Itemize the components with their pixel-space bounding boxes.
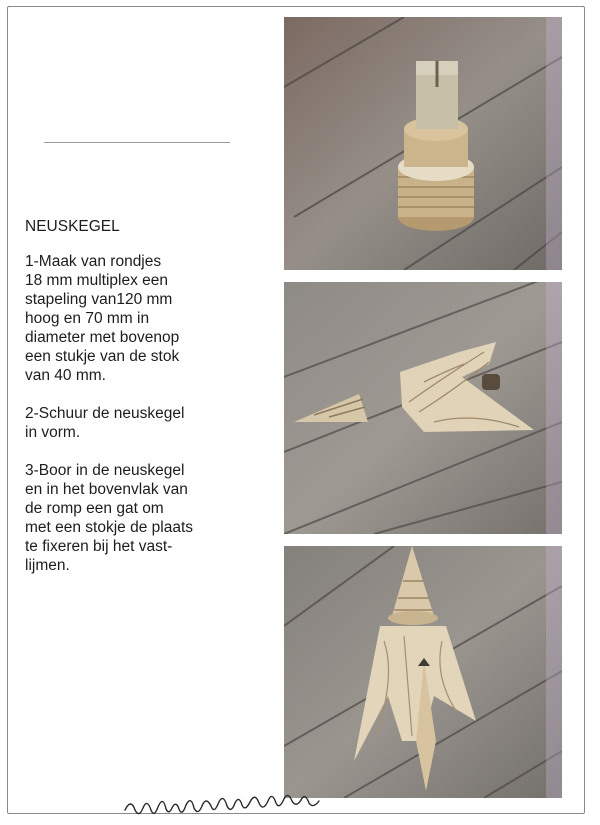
nose-cone-and-body-photo xyxy=(284,282,562,534)
divider-line xyxy=(44,142,230,143)
page-title: NEUSKEGEL xyxy=(25,218,120,235)
step-1: 1-Maak van rondjes 18 mm multiplex een stapeling van120 mm hoog en 70 mm in diameter met bovenop een stukje van de stok van 40 mm. xyxy=(25,253,180,384)
step-3: 3-Boor in de neuskegel en in het bovenvlak van de romp een gat om met een stokje de plaats te fixeren bij het vast- lijmen. xyxy=(25,462,194,574)
stacked-discs-photo xyxy=(284,17,562,270)
step-2: 2-Schuur de neuskegel in vorm. xyxy=(25,405,185,441)
signature xyxy=(120,790,370,820)
assembled-rocket-photo xyxy=(284,546,562,798)
instructions-text xyxy=(25,218,265,594)
